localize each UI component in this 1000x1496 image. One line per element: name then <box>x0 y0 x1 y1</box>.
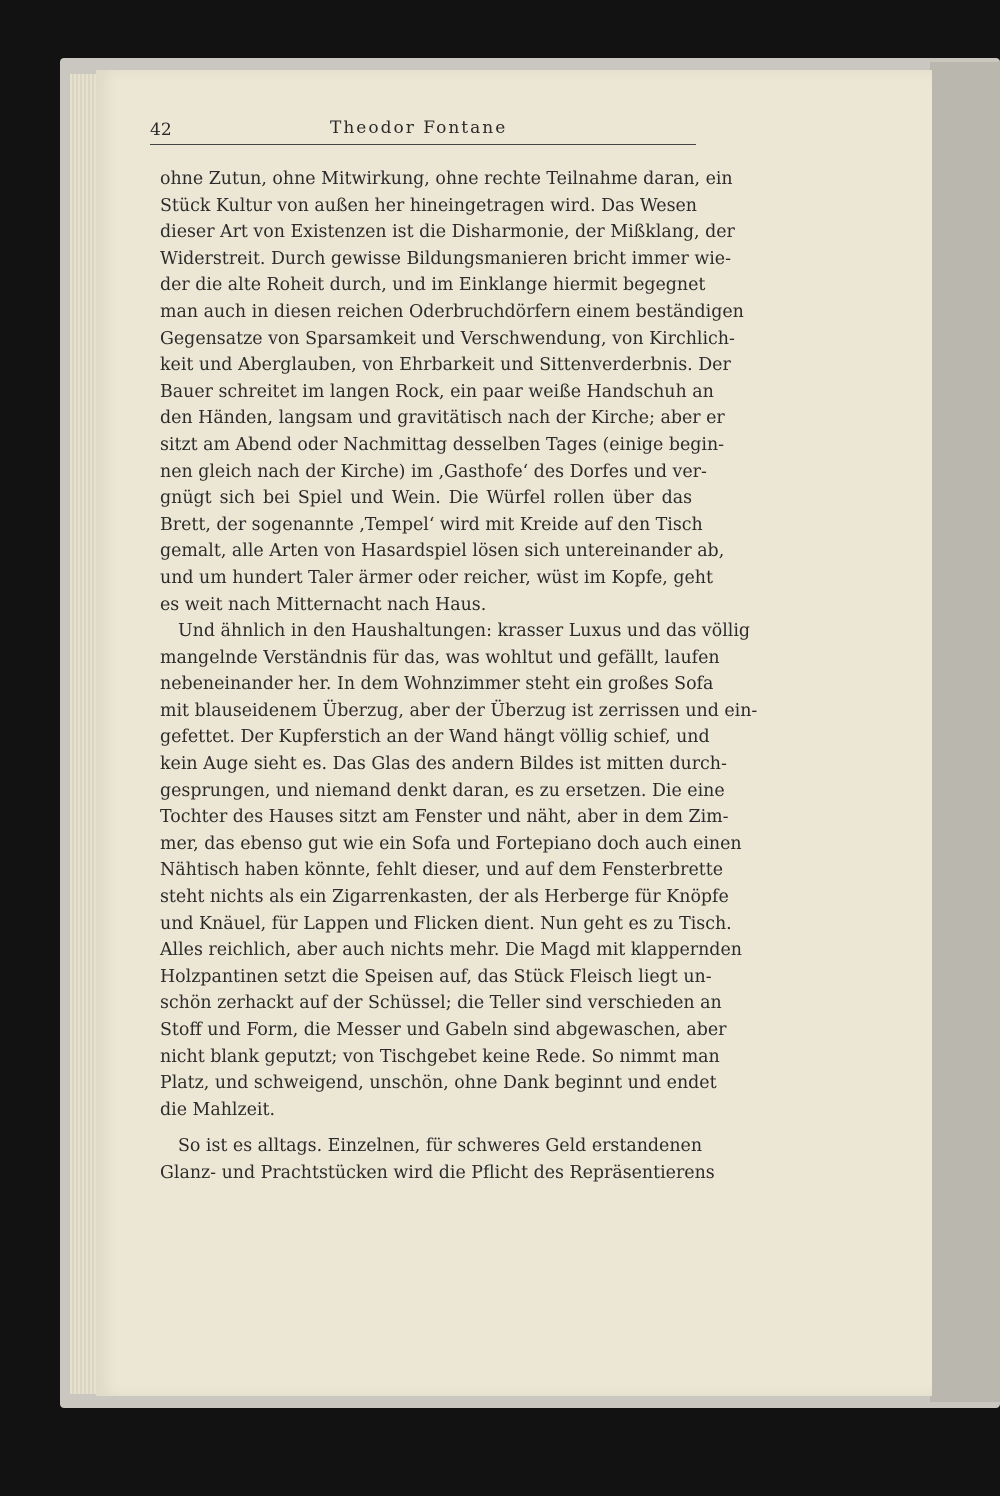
text-line: Glanz- und Prachtstücken wird die Pflicht des Repräsentierens <box>160 1162 715 1183</box>
running-title: Theodor Fontane <box>330 118 508 138</box>
text-line: steht nichts als ein Zigarrenkasten, der als Herberge für Knöpfe <box>160 887 729 908</box>
text-line: ohne Zutun, ohne Mitwirkung, ohne rechte Teilnahme daran, ein <box>160 169 733 189</box>
text-line: Und ähnlich in den Haushaltungen: krasser Luxus und das völlig <box>178 621 751 642</box>
paragraph-3 <box>160 1133 715 1186</box>
page-header <box>150 116 696 145</box>
text-line: sitzt am Abend oder Nachmittag desselben Tages (einige begin- <box>160 434 725 455</box>
text-line: Platz, und schweigend, unschön, ohne Dank beginnt und endet <box>160 1073 717 1094</box>
text-line: Tochter des Hauses sitzt am Fenster und näht, aber in dem Zim- <box>160 807 729 828</box>
text-line: schön zerhackt auf der Schüssel; die Teller sind verschieden an <box>160 993 722 1014</box>
text-line: nen gleich nach der Kirche) im ‚Gasthofe‘ des Dorfes und ver- <box>160 461 707 482</box>
text-line: Stoff und Form, die Messer und Gabeln sind abgewaschen, aber <box>160 1020 727 1040</box>
page-number: 42 <box>150 120 172 140</box>
opposite-cover-edge <box>930 62 1000 1402</box>
text-line: mer, das ebenso gut wie ein Sofa und Fortepiano doch auch einen <box>160 833 742 854</box>
text-line: mangelnde Verständnis für das, was wohltut und gefällt, laufen <box>160 647 720 668</box>
text-line: keit und Aberglauben, von Ehrbarkeit und Sittenverderbnis. Der <box>160 355 731 376</box>
text-line: die Mahlzeit. <box>160 1099 275 1120</box>
text-line: und Knäuel, für Lappen und Flicken dient. Nun geht es zu Tisch. <box>160 913 732 934</box>
text-line: und um hundert Taler ärmer oder reicher, wüst im Kopfe, geht <box>160 567 713 588</box>
text-line: der die alte Roheit durch, und im Einklange hiermit begegnet <box>160 275 706 296</box>
paragraph-gap <box>160 1123 692 1133</box>
paragraph-1 <box>160 166 744 618</box>
text-line: Widerstreit. Durch gewisse Bildungsmanieren bricht immer wie- <box>160 248 731 269</box>
body-text <box>160 166 758 1187</box>
text-line: Stück Kultur von außen her hineingetragen wird. Das Wesen <box>160 195 698 216</box>
text-line: nebeneinander her. In dem Wohnzimmer steht ein großes Sofa <box>160 674 714 695</box>
text-line: man auch in diesen reichen Oderbruchdörfern einem beständigen <box>160 301 744 322</box>
text-line: Alles reichlich, aber auch nichts mehr. Die Magd mit klappernden <box>160 940 742 961</box>
text-line: gesprungen, und niemand denkt daran, es zu ersetzen. Die eine <box>160 780 725 801</box>
text-line: Bauer schreitet im langen Rock, ein paar weiße Handschuh an <box>160 381 714 402</box>
text-line: gnügt sich bei Spiel und Wein. Die Würfel rollen über das <box>160 488 692 509</box>
text-line: es weit nach Mitternacht nach Haus. <box>160 594 487 615</box>
text-line: gemalt, alle Arten von Hasardspiel lösen sich untereinander ab, <box>160 541 725 562</box>
text-line: Gegensatze von Sparsamkeit und Verschwendung, von Kirchlich- <box>160 328 735 349</box>
text-line: Holzpantinen setzt die Speisen auf, das Stück Fleisch liegt un- <box>160 966 712 987</box>
paragraph-2 <box>160 618 758 1123</box>
page-edges <box>70 74 98 1394</box>
text-line: Nähtisch haben könnte, fehlt dieser, und auf dem Fensterbrette <box>160 860 724 881</box>
text-line: nicht blank geputzt; von Tischgebet keine Rede. So nimmt man <box>160 1046 720 1067</box>
text-line: So ist es alltags. Einzelnen, für schweres Geld erstandenen <box>178 1136 703 1157</box>
text-line: gefettet. Der Kupferstich an der Wand hängt völlig schief, und <box>160 727 710 748</box>
text-line: Brett, der sogenannte ‚Tempel‘ wird mit Kreide auf den Tisch <box>160 514 703 535</box>
text-line: mit blauseidenem Überzug, aber der Überzug ist zerrissen und ein- <box>160 700 758 721</box>
text-line: kein Auge sieht es. Das Glas des andern Bildes ist mitten durch- <box>160 754 727 775</box>
text-line: den Händen, langsam und gravitätisch nach der Kirche; aber er <box>160 408 725 429</box>
text-line: dieser Art von Existenzen ist die Disharmonie, der Mißklang, der <box>160 222 735 243</box>
